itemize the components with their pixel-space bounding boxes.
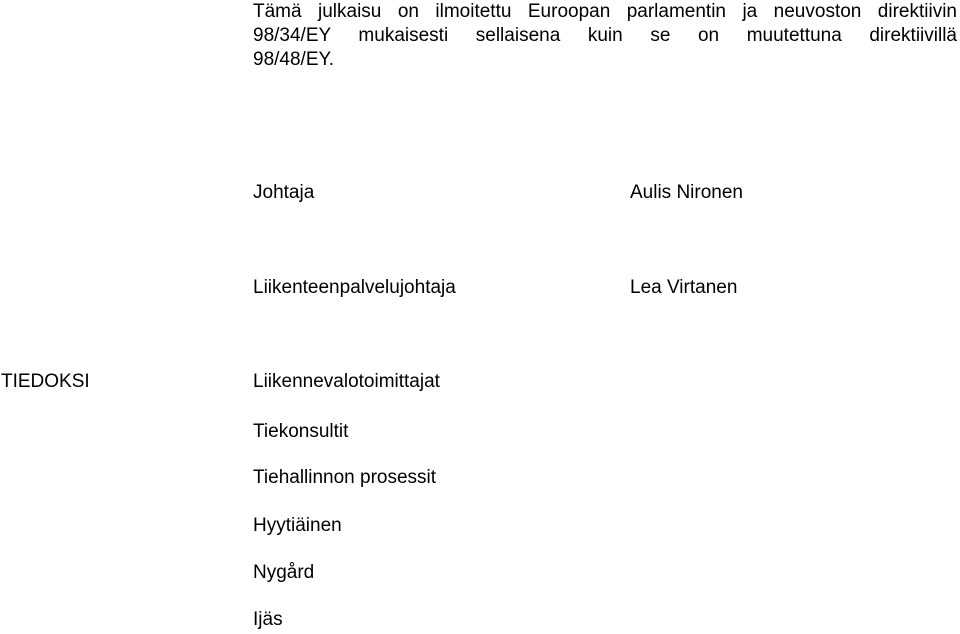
distribution-recipient: Tiehallinnon prosessit — [253, 467, 437, 488]
notice-line-3: 98/48/EY. — [253, 49, 335, 70]
distribution-recipient: Liikennevalotoimittajat — [253, 371, 440, 392]
distribution-recipient: Nygård — [253, 562, 315, 583]
notice-line-2: 98/34/EY mukaisesti sellaisena kuin se on muutettuna direktiivillä — [253, 25, 957, 46]
signature-name-director: Aulis Nironen — [630, 182, 743, 203]
distribution-recipient: Hyytiäinen — [253, 515, 342, 536]
distribution-label: TIEDOKSI — [1, 371, 90, 392]
signature-title-director: Johtaja — [253, 182, 315, 203]
notice-line-1: Tämä julkaisu on ilmoitettu Euroopan parlamentin ja neuvoston direktiivin — [253, 1, 957, 22]
distribution-recipient: Ijäs — [253, 609, 283, 630]
signature-name-traffic-services-director: Lea Virtanen — [630, 277, 738, 298]
distribution-recipient: Tiekonsultit — [253, 421, 349, 442]
directive-notice — [253, 0, 957, 72]
signature-title-traffic-services-director: Liikenteenpalvelujohtaja — [253, 277, 456, 298]
